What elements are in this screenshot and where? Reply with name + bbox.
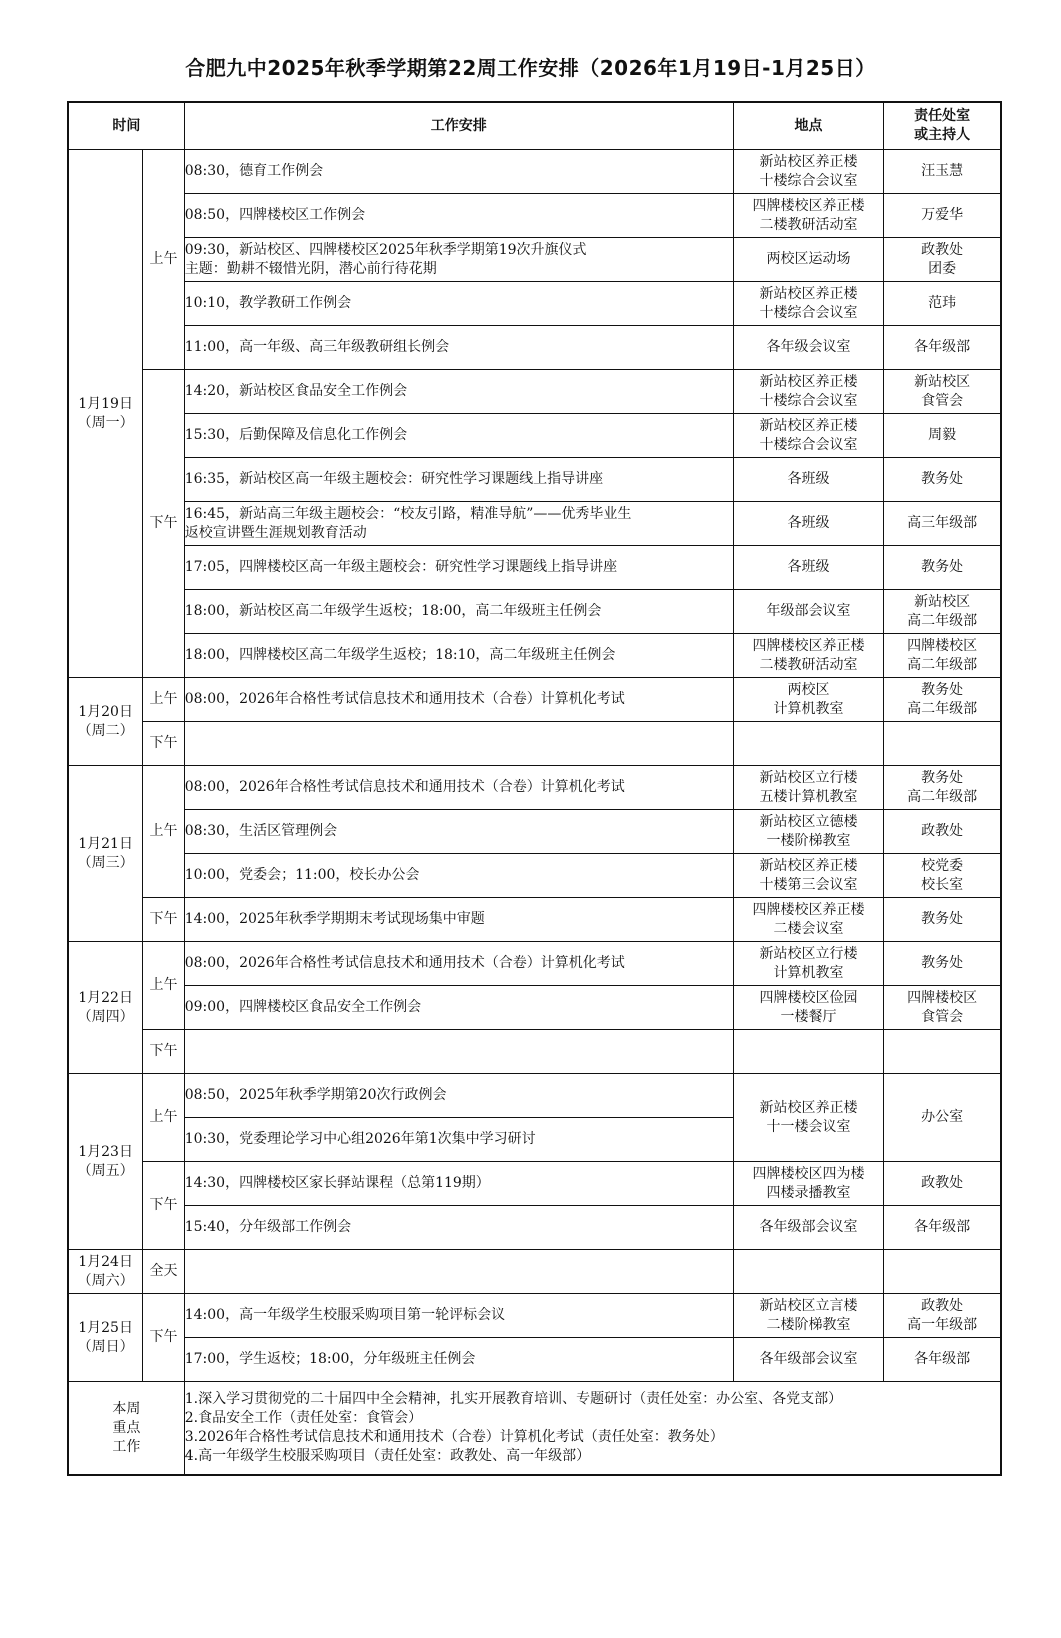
schedule-row <box>68 1074 1001 1118</box>
day-weekday: （周二） <box>77 722 134 739</box>
day-date: 1月20日 <box>78 703 133 720</box>
location-cell <box>733 678 883 722</box>
task-cell-line: 18:00，四牌楼校区高二年级学生返校；18:10，高二年级班主任例会 <box>184 647 616 663</box>
schedule-row <box>68 414 1001 458</box>
location-cell-line: 十楼综合会议室 <box>759 304 858 321</box>
location-cell-line: 四楼录播教室 <box>766 1184 851 1201</box>
location-cell <box>733 150 883 194</box>
responsible-cell <box>884 766 1001 810</box>
task-cell <box>184 1118 733 1162</box>
period-cell: 下午 <box>143 370 185 678</box>
location-cell-line: 四牌楼校区四为楼 <box>752 1165 865 1182</box>
schedule-row <box>68 458 1001 502</box>
responsible-cell-line: 汪玉慧 <box>921 163 964 179</box>
task-cell-line: 18:00，新站校区高二年级学生返校；18:00，高二年级班主任例会 <box>184 603 602 619</box>
location-cell-line: 四牌楼校区养正楼 <box>752 901 865 918</box>
task-cell-line: 09:00，四牌楼校区食品安全工作例会 <box>184 999 422 1015</box>
period-cell: 上午 <box>143 942 185 1030</box>
summary-item: 4.高一年级学生校服采购项目（责任处室：政教处、高一年级部） <box>184 1448 591 1464</box>
task-cell <box>184 194 733 238</box>
task-cell <box>184 634 733 678</box>
responsible-cell <box>884 986 1001 1030</box>
responsible-cell-line: 校党委 <box>921 857 964 874</box>
responsible-cell <box>884 1250 1001 1294</box>
responsible-cell <box>884 370 1001 414</box>
task-cell <box>184 1294 733 1338</box>
task-cell-line: 11:00，高一年级、高三年级教研组长例会 <box>184 339 450 355</box>
location-cell <box>733 194 883 238</box>
task-cell-line: 10:10，教学教研工作例会 <box>184 295 352 311</box>
location-cell-line: 各年级会议室 <box>766 339 851 355</box>
responsible-cell-line: 办公室 <box>921 1109 964 1125</box>
location-cell <box>733 1206 883 1250</box>
task-cell-line: 08:30，德育工作例会 <box>184 163 324 179</box>
location-cell-line: 新站校区立行楼 <box>759 769 858 786</box>
location-cell <box>733 722 883 766</box>
task-cell-line: 14:20，新站校区食品安全工作例会 <box>184 383 408 399</box>
location-cell-line: 四牌楼校区俭园 <box>759 989 858 1006</box>
responsible-cell-line: 高二年级部 <box>907 656 978 673</box>
period-cell: 下午 <box>143 1294 185 1382</box>
header-responsible-line2: 或主持人 <box>914 127 971 143</box>
location-cell-line: 四牌楼校区养正楼 <box>752 197 865 214</box>
responsible-cell-line: 食管会 <box>921 1008 964 1025</box>
location-cell-line: 十楼综合会议室 <box>759 436 858 453</box>
day-cell <box>68 1294 143 1382</box>
responsible-cell <box>884 898 1001 942</box>
responsible-cell <box>884 546 1001 590</box>
responsible-cell-line: 高一年级部 <box>907 1316 978 1333</box>
location-cell <box>733 898 883 942</box>
location-cell <box>733 414 883 458</box>
day-cell <box>68 766 143 942</box>
task-cell <box>184 678 733 722</box>
schedule-row <box>68 1162 1001 1206</box>
schedule-row <box>68 326 1001 370</box>
responsible-cell-line: 新站校区 <box>914 593 971 610</box>
task-cell-line: 14:00，2025年秋季学期期末考试现场集中审题 <box>184 911 485 927</box>
schedule-row <box>68 766 1001 810</box>
location-cell-line: 各班级 <box>787 471 830 487</box>
schedule-row <box>68 1250 1001 1294</box>
location-cell <box>733 282 883 326</box>
responsible-cell <box>884 854 1001 898</box>
schedule-row <box>68 634 1001 678</box>
task-cell-line: 09:30，新站校区、四牌楼校区2025年秋季学期第19次升旗仪式 <box>184 241 587 258</box>
location-cell <box>733 1250 883 1294</box>
responsible-cell-line: 教务处 <box>921 955 964 971</box>
task-cell-line: 15:40，分年级部工作例会 <box>184 1219 352 1235</box>
location-cell-line: 新站校区立德楼 <box>759 813 858 830</box>
schedule-row <box>68 1206 1001 1250</box>
location-cell-line: 十楼综合会议室 <box>759 172 858 189</box>
summary-label-line: 工作 <box>112 1438 141 1455</box>
schedule-row <box>68 898 1001 942</box>
page-title: 合肥九中2025年秋季学期第22周工作安排（2026年1月19日-1月25日） <box>185 56 876 80</box>
task-cell <box>184 1030 733 1074</box>
summary-item: 1.深入学习贯彻党的二十届四中全会精神，扎实开展教育培训、专题研讨（责任处室：办公室、各党支部） <box>184 1391 843 1407</box>
location-cell-line: 计算机教室 <box>773 700 844 717</box>
task-cell <box>184 1074 733 1118</box>
location-cell <box>733 810 883 854</box>
schedule-row <box>68 942 1001 986</box>
schedule-row <box>68 722 1001 766</box>
day-cell <box>68 150 143 678</box>
responsible-cell-line: 四牌楼校区 <box>907 989 978 1006</box>
responsible-cell-line: 范玮 <box>928 295 957 311</box>
task-cell <box>184 986 733 1030</box>
task-cell <box>184 1338 733 1382</box>
summary-label-line: 重点 <box>112 1419 141 1436</box>
task-cell-line: 10:30，党委理论学习中心组2026年第1次集中学习研讨 <box>184 1131 536 1147</box>
responsible-cell-line: 教务处 <box>921 471 964 487</box>
responsible-cell <box>884 1074 1001 1162</box>
responsible-cell <box>884 282 1001 326</box>
day-date: 1月24日 <box>78 1253 133 1270</box>
responsible-cell-line: 教务处 <box>921 769 964 786</box>
location-cell <box>733 238 883 282</box>
task-cell <box>184 414 733 458</box>
responsible-cell <box>884 458 1001 502</box>
responsible-cell-line: 食管会 <box>921 392 964 409</box>
location-cell <box>733 1338 883 1382</box>
schedule-row <box>68 1338 1001 1382</box>
task-cell-line: 17:00，学生返校；18:00，分年级班主任例会 <box>184 1351 476 1367</box>
location-cell-line: 十楼综合会议室 <box>759 392 858 409</box>
schedule-table <box>67 101 1002 1476</box>
task-cell-line: 08:50，2025年秋季学期第20次行政例会 <box>184 1087 447 1103</box>
task-cell-line: 08:50，四牌楼校区工作例会 <box>184 207 366 223</box>
task-cell-line: 返校宣讲暨生涯规划教育活动 <box>184 524 367 541</box>
responsible-cell <box>884 722 1001 766</box>
location-cell <box>733 1162 883 1206</box>
day-weekday: （周一） <box>77 414 134 431</box>
period-cell: 下午 <box>143 1162 185 1250</box>
responsible-cell-line: 周毅 <box>928 427 957 443</box>
responsible-cell <box>884 590 1001 634</box>
day-date: 1月23日 <box>78 1143 133 1160</box>
location-cell-line: 新站校区养正楼 <box>759 1099 858 1116</box>
task-cell <box>184 238 733 282</box>
location-cell-line: 新站校区养正楼 <box>759 285 858 302</box>
task-cell-line: 10:00，党委会；11:00，校长办公会 <box>184 867 420 883</box>
task-cell <box>184 370 733 414</box>
location-cell-line: 十楼第三会议室 <box>759 876 858 893</box>
responsible-cell-line: 校长室 <box>921 876 964 893</box>
task-cell-line: 16:35，新站校区高一年级主题校会：研究性学习课题线上指导讲座 <box>184 471 604 487</box>
location-cell <box>733 1074 883 1162</box>
day-weekday: （周五） <box>77 1162 134 1179</box>
responsible-cell-line: 高二年级部 <box>907 788 978 805</box>
task-cell-line: 08:00，2026年合格性考试信息技术和通用技术（合卷）计算机化考试 <box>184 955 625 971</box>
task-cell-line: 15:30，后勤保障及信息化工作例会 <box>184 427 408 443</box>
period-cell: 下午 <box>143 722 185 766</box>
period-cell: 全天 <box>143 1250 185 1294</box>
day-weekday: （周四） <box>77 1008 134 1025</box>
responsible-cell <box>884 194 1001 238</box>
schedule-row <box>68 1030 1001 1074</box>
task-cell <box>184 1162 733 1206</box>
responsible-cell <box>884 942 1001 986</box>
period-cell: 下午 <box>143 898 185 942</box>
summary-item: 3.2026年合格性考试信息技术和通用技术（合卷）计算机化考试（责任处室：教务处） <box>184 1429 724 1445</box>
location-cell-line: 二楼教研活动室 <box>759 216 858 233</box>
responsible-cell <box>884 150 1001 194</box>
location-cell <box>733 854 883 898</box>
responsible-cell <box>884 678 1001 722</box>
responsible-cell-line: 高三年级部 <box>907 515 978 531</box>
responsible-cell-line: 政教处 <box>921 1175 964 1191</box>
responsible-cell-line: 政教处 <box>921 1297 964 1314</box>
responsible-cell-line: 政教处 <box>921 241 964 258</box>
task-cell <box>184 282 733 326</box>
responsible-cell <box>884 502 1001 546</box>
location-cell-line: 新站校区立行楼 <box>759 945 858 962</box>
location-cell-line: 新站校区养正楼 <box>759 417 858 434</box>
day-cell <box>68 1074 143 1250</box>
location-cell-line: 新站校区养正楼 <box>759 153 858 170</box>
schedule-row <box>68 282 1001 326</box>
location-cell-line: 四牌楼校区养正楼 <box>752 637 865 654</box>
task-cell <box>184 590 733 634</box>
location-cell <box>733 986 883 1030</box>
day-date: 1月19日 <box>78 395 133 412</box>
day-weekday: （周三） <box>77 854 134 871</box>
location-cell <box>733 458 883 502</box>
responsible-cell-line: 新站校区 <box>914 373 971 390</box>
day-cell <box>68 678 143 766</box>
day-weekday: （周日） <box>77 1338 134 1355</box>
location-cell-line: 新站校区养正楼 <box>759 373 858 390</box>
responsible-cell <box>884 810 1001 854</box>
task-cell-line: 14:00，高一年级学生校服采购项目第一轮评标会议 <box>184 1307 506 1323</box>
location-cell-line: 两校区运动场 <box>766 251 851 267</box>
location-cell-line: 二楼会议室 <box>773 920 844 937</box>
responsible-cell <box>884 1206 1001 1250</box>
header-responsible <box>884 102 1001 150</box>
schedule-row <box>68 546 1001 590</box>
task-cell-line: 17:05，四牌楼校区高一年级主题校会：研究性学习课题线上指导讲座 <box>184 559 618 575</box>
schedule-row <box>68 194 1001 238</box>
location-cell-line: 各班级 <box>787 515 830 531</box>
location-cell <box>733 634 883 678</box>
task-cell <box>184 722 733 766</box>
responsible-cell <box>884 1338 1001 1382</box>
summary-label <box>68 1382 184 1476</box>
responsible-cell-line: 团委 <box>928 260 957 277</box>
location-cell <box>733 766 883 810</box>
responsible-cell-line: 政教处 <box>921 823 964 839</box>
location-cell <box>733 1294 883 1338</box>
responsible-cell <box>884 1030 1001 1074</box>
task-cell <box>184 942 733 986</box>
location-cell-line: 一楼阶梯教室 <box>766 832 851 849</box>
task-cell <box>184 326 733 370</box>
responsible-cell <box>884 1294 1001 1338</box>
responsible-cell-line: 教务处 <box>921 559 964 575</box>
period-cell: 下午 <box>143 1030 185 1074</box>
responsible-cell-line: 各年级部 <box>914 1219 971 1235</box>
responsible-cell-line: 教务处 <box>921 911 964 927</box>
day-date: 1月22日 <box>78 989 133 1006</box>
task-cell <box>184 898 733 942</box>
summary-row <box>68 1382 1001 1476</box>
location-cell-line: 一楼餐厅 <box>780 1008 837 1025</box>
period-cell: 上午 <box>143 1074 185 1162</box>
period-cell: 上午 <box>143 766 185 898</box>
day-weekday: （周六） <box>77 1272 134 1289</box>
schedule-body <box>68 150 1001 1382</box>
task-cell <box>184 458 733 502</box>
responsible-cell <box>884 1162 1001 1206</box>
location-cell-line: 两校区 <box>787 681 830 698</box>
location-cell-line: 年级部会议室 <box>766 603 851 619</box>
header-time: 时间 <box>68 102 184 150</box>
responsible-cell-line: 各年级部 <box>914 339 971 355</box>
responsible-cell <box>884 634 1001 678</box>
responsible-cell-line: 高二年级部 <box>907 612 978 629</box>
location-cell <box>733 326 883 370</box>
task-cell <box>184 150 733 194</box>
task-cell <box>184 502 733 546</box>
location-cell <box>733 370 883 414</box>
day-date: 1月25日 <box>78 1319 133 1336</box>
task-cell <box>184 1250 733 1294</box>
location-cell-line: 新站校区养正楼 <box>759 857 858 874</box>
location-cell <box>733 502 883 546</box>
location-cell-line: 各年级部会议室 <box>759 1219 858 1235</box>
summary-content <box>184 1382 1001 1476</box>
task-cell-line: 16:45，新站高三年级主题校会：“校友引路，精准导航”——优秀毕业生 <box>184 505 632 522</box>
responsible-cell-line: 教务处 <box>921 681 964 698</box>
schedule-row <box>68 854 1001 898</box>
task-cell-line: 主题：勤耕不辍惜光阴，潜心前行待花期 <box>184 260 437 277</box>
task-cell-line: 08:00，2026年合格性考试信息技术和通用技术（合卷）计算机化考试 <box>184 779 625 795</box>
schedule-row <box>68 810 1001 854</box>
schedule-row <box>68 370 1001 414</box>
task-cell <box>184 810 733 854</box>
task-cell <box>184 1206 733 1250</box>
day-cell <box>68 1250 143 1294</box>
header-location: 地点 <box>733 102 883 150</box>
responsible-cell <box>884 326 1001 370</box>
schedule-row <box>68 502 1001 546</box>
header-responsible-line1: 责任处室 <box>914 108 971 124</box>
responsible-cell-line: 四牌楼校区 <box>907 637 978 654</box>
responsible-cell-line: 各年级部 <box>914 1351 971 1367</box>
location-cell-line: 十一楼会议室 <box>766 1118 851 1135</box>
task-cell <box>184 766 733 810</box>
period-cell: 上午 <box>143 150 185 370</box>
summary-label-line: 本周 <box>112 1400 141 1417</box>
day-date: 1月21日 <box>78 835 133 852</box>
location-cell-line: 各年级部会议室 <box>759 1351 858 1367</box>
schedule-row <box>68 678 1001 722</box>
schedule-row <box>68 150 1001 194</box>
location-cell-line: 新站校区立言楼 <box>759 1297 858 1314</box>
schedule-row <box>68 238 1001 282</box>
responsible-cell <box>884 414 1001 458</box>
schedule-row <box>68 590 1001 634</box>
location-cell-line: 二楼阶梯教室 <box>766 1316 851 1333</box>
location-cell-line: 五楼计算机教室 <box>759 788 858 805</box>
task-cell-line: 14:30，四牌楼校区家长驿站课程（总第119期） <box>184 1175 490 1191</box>
schedule-row <box>68 1294 1001 1338</box>
location-cell-line: 计算机教室 <box>773 964 844 981</box>
location-cell-line: 二楼教研活动室 <box>759 656 858 673</box>
location-cell <box>733 546 883 590</box>
schedule-row <box>68 986 1001 1030</box>
responsible-cell <box>884 238 1001 282</box>
responsible-cell-line: 高二年级部 <box>907 700 978 717</box>
task-cell-line: 08:00，2026年合格性考试信息技术和通用技术（合卷）计算机化考试 <box>184 691 625 707</box>
location-cell <box>733 590 883 634</box>
task-cell <box>184 854 733 898</box>
period-cell: 上午 <box>143 678 185 722</box>
day-cell <box>68 942 143 1074</box>
location-cell <box>733 942 883 986</box>
location-cell <box>733 1030 883 1074</box>
header-task: 工作安排 <box>184 102 733 150</box>
summary-item: 2.食品安全工作（责任处室：食管会） <box>184 1410 423 1426</box>
location-cell-line: 各班级 <box>787 559 830 575</box>
task-cell-line: 08:30，生活区管理例会 <box>184 823 338 839</box>
responsible-cell-line: 万爱华 <box>921 207 964 223</box>
task-cell <box>184 546 733 590</box>
